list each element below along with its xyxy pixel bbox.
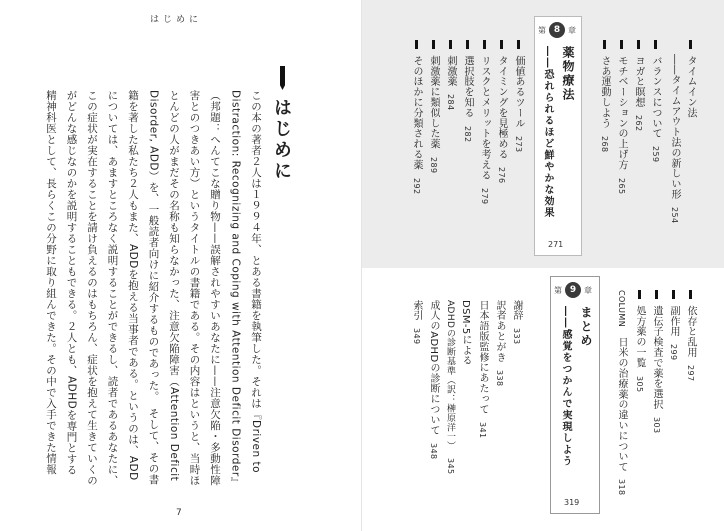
back-matter-entry [476,300,488,438]
toc-entry-title: バランスについて [650,55,661,139]
bullet-bar-icon [432,40,435,49]
toc-entry-page: 276 [497,167,506,184]
toc-entry-page: 348 [429,442,438,460]
toc-entry-title: タイムイン法 [685,55,696,118]
chapter-label-post: 章 [568,25,576,35]
toc-entry-page: 318 [617,479,626,496]
toc-entry [410,40,422,194]
column-label: COLUMN [617,290,626,328]
toc-entry-page: 292 [412,177,421,195]
chapter-9-subtitle: ――感覚をつかんで実現しよう [560,306,571,467]
body-text: この本の著者２人は１９９４年、とある書籍を執筆した。それは『Driven to Distraction: Recognizing and Coping with Attention Deficit Disorder』（邦題：へんてこな贈り物——誤解されやすいあなたに——注意欠陥・多動性障害とのつきあい方）というタイトルの書籍である。その内容はというと、当時ほとんどの人がまだその名称も知らなかった、注意欠陥障害（Attention Deficit Disorder, ADD）を、一般読者向けに紹介するものであった。 そして、その書籍を著した私たち２人もまた、ADDを抱える当事者である。というのは、ADDについては、あますところなく説明することができるし、読者であるあなたに、この症状が実在することを請け負えるのはもちろん、症状を抱えて生きていくのがどんな感じなのかを説明することもできる。２人とも、ADHDを専門とする精神科医として、長らくこの分野に取り組んできた。その中で入手できた情報 [45,90,262,486]
bullet-bar-icon [689,290,692,299]
back-matter-entry [510,300,522,345]
bullet-bar-icon [500,40,503,49]
toc-column-entry [615,290,627,496]
toc-entry-page: 349 [412,328,421,345]
toc-entry-title: 日本語版監修にあたって [477,300,488,415]
back-matter-entry [427,300,439,459]
toc-entry-page: 305 [635,375,644,393]
toc-entry [633,290,645,392]
chapter-8-badge [538,22,576,38]
chapter-8-page: 271 [548,240,564,249]
toc-entry-title: 依存と乱用 [685,305,696,358]
toc-entry-page: 299 [669,344,678,361]
toc-entry [650,290,662,434]
toc-entry-title: ヨガと瞑想 [633,55,644,108]
toc-entry-page: 333 [512,328,521,345]
bullet-bar-icon [620,40,623,49]
toc-entry-subtitle: ――タイムアウト法の新しい形 [669,54,680,200]
toc-entry-page: 259 [651,146,660,163]
toc-entry-page: 297 [686,365,695,382]
toc-entry-page: 265 [617,177,626,195]
toc-entry-page: 254 [670,207,679,224]
running-head: はじめに [150,15,203,25]
toc-entry-title: 遺伝子検査で薬を選択 [651,305,662,410]
toc-entry [632,40,644,132]
toc-entry-title: タイミングを見極める [496,55,507,160]
toc-entry-title: そのほかに分類される薬 [411,55,422,170]
toc-entry-page: 279 [480,188,489,205]
toc-entry-title: 刺激薬に類似した薬 [428,55,439,150]
toc-entry [649,40,661,163]
toc-entry-page: 262 [634,115,643,132]
chapter-label-pre: 第 [538,25,546,35]
toc-entry-title: 選択肢を知る [462,55,473,118]
toc-entry-page: 345 [446,457,455,475]
toc-entry-title: 索引 [411,300,422,321]
toc-entry [512,40,524,152]
bullet-bar-icon [466,40,469,49]
chapter-label-post: 章 [584,285,592,295]
bullet-bar-icon [483,40,486,49]
toc-entry [495,40,507,184]
bullet-bar-icon [672,290,675,299]
bullet-bar-icon [603,40,606,49]
toc-entry [684,290,696,382]
toc-entry [684,40,696,118]
chapter-8-title: 薬物療法 [561,46,575,102]
toc-entry [444,40,456,111]
toc-entry-title: 訳者あとがき [494,300,505,363]
toc-entry-title: 謝辞 [511,300,522,321]
toc-entry-page: 303 [652,417,661,434]
toc-entry-title: DSM-5による [460,300,471,366]
toc-entry-title: モチベーションの上げ方 [616,55,627,170]
toc-entry [427,40,439,173]
toc-entry-title: さあ運動しよう [599,55,610,129]
toc-entry-title: 刺激薬 [445,55,456,87]
chapter-title: はじめに [271,98,292,182]
bullet-bar-icon [517,40,520,49]
chapter-number: 9 [565,282,581,298]
bullet-bar-icon [655,290,658,299]
toc-entry-page: 338 [495,370,504,387]
toc-entry-page: 284 [446,94,455,111]
toc-entry-title: 副作用 [668,305,679,337]
toc-entry-page: 268 [600,136,609,153]
bullet-bar-icon [637,40,640,49]
toc-entry-page: 273 [514,136,523,153]
toc-entry-subtitle: ADHDの診断基準（訳：榊原洋一） [445,300,455,451]
toc-entry-title: 価値あるツール [513,55,524,129]
bullet-bar-icon [449,40,452,49]
bullet-bar-icon [638,290,641,299]
toc-entry-title: リスクとメリットを考える [479,55,490,181]
chapter-9-page: 319 [564,498,580,507]
bullet-bar-icon [415,40,418,49]
back-matter-entry [493,300,505,386]
toc-entry-page: 282 [463,125,472,143]
toc-entry-title: 処方薬の一覧 [634,305,645,368]
toc-entry-title: 成人のADHDの診断について [428,300,439,436]
back-matter-entry [459,300,471,366]
bullet-bar-icon [689,40,692,49]
toc-entry [667,290,679,361]
back-matter-entry-sub [444,300,456,474]
chapter-9-badge [554,282,592,298]
bullet-bar-icon [654,40,657,49]
right-page [362,0,724,531]
page-number: 7 [176,508,182,518]
chapter-number: 8 [549,22,565,38]
toc-entry [478,40,490,204]
chapter-label-pre: 第 [554,285,562,295]
toc-entry [598,40,610,152]
toc-entry [615,40,627,194]
chapter-title-marker [280,66,285,90]
chapter-8-subtitle: ――恐れられるほど鮮やかな効果 [542,46,553,219]
toc-entry-sub [668,54,680,224]
toc-entry [461,40,473,142]
back-matter-entry [410,300,422,345]
column-title: 日米の治療薬の違いについて [616,336,627,472]
toc-entry-page: 341 [478,422,487,439]
toc-entry-page: 289 [429,156,438,174]
chapter-9-title: まとめ [579,306,593,348]
